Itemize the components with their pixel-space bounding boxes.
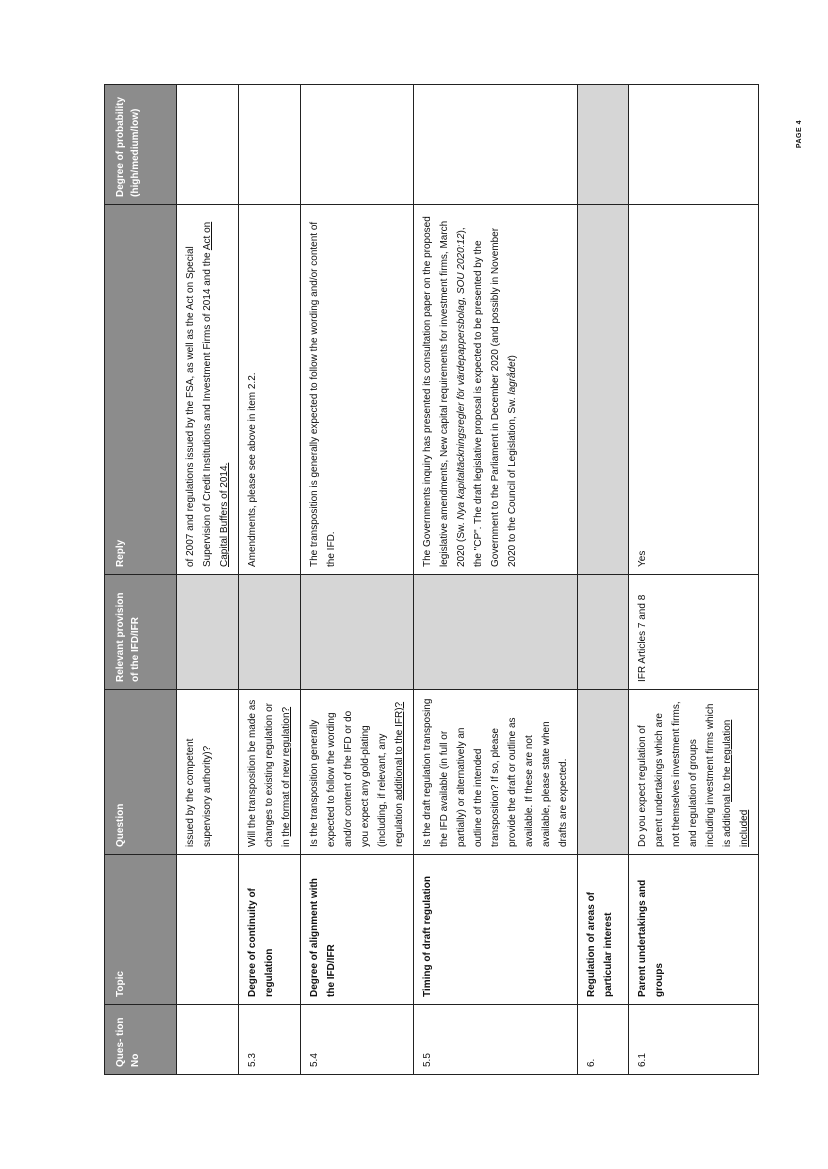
cell-reply — [578, 205, 629, 575]
reply-italic-text: lagrådet — [507, 358, 518, 395]
cell-probability — [301, 85, 414, 205]
header-question: Question — [105, 690, 177, 855]
table-row — [177, 85, 239, 1075]
cell-topic: Degree of alignment with the IFD/IFR — [301, 855, 414, 1005]
rotated-table-page — [104, 85, 828, 1075]
cell-topic: Timing of draft regulation — [414, 855, 578, 1005]
cell-probability — [177, 85, 239, 205]
question-text: Do you expect regulation of parent undertakings which are not themselves investment firms, and regulation of groups including investment firms which is addition — [637, 701, 733, 847]
cell-topic: Parent undertakings and groups — [629, 855, 759, 1005]
question-underlined-text: additional to the IFR)? — [394, 701, 405, 801]
cell-provision — [578, 575, 629, 690]
cell-question: Is the draft regulation transposing the IFD available (in full or partially) or alternatively an outline of the intended transposition? If so, please provide the draft or outline as available. If these are not available, please state when drafts are expected. — [414, 690, 578, 855]
cell-no: 6.1 — [629, 1005, 759, 1075]
cell-provision — [301, 575, 414, 690]
header-reply: Reply — [105, 205, 177, 575]
cell-no: 5.4 — [301, 1005, 414, 1075]
header-topic: Topic — [105, 855, 177, 1005]
reply-text: ), the "CP". The draft legislative proposal is expected to be presented by the Government to the Parliament in December 2020 (and possibly in November 2020 to the Council of Legislation, Sw. — [456, 227, 518, 567]
header-question-no: Ques- tion No — [105, 1005, 177, 1075]
cell-reply: Amendments, please see above in item 2.2. — [239, 205, 301, 575]
cell-topic: Regulation of areas of particular interest — [578, 855, 629, 1005]
cell-provision: IFR Articles 7 and 8 — [629, 575, 759, 690]
cell-reply: Yes — [629, 205, 759, 575]
question-text: Will the transposition be made as changes to existing regulation or in — [247, 699, 292, 847]
table-header-row — [105, 85, 177, 1075]
cell-provision — [414, 575, 578, 690]
cell-no — [177, 1005, 239, 1075]
reply-italic-text: Nya kapitaltäckningsregler för värdepappersbolag, SOU 2020:12 — [456, 233, 467, 520]
cell-topic — [177, 855, 239, 1005]
table-row — [239, 85, 301, 1075]
cell-no: 6. — [578, 1005, 629, 1075]
cell-question — [578, 690, 629, 855]
cell-reply — [414, 205, 578, 575]
cell-no: 5.3 — [239, 1005, 301, 1075]
cell-no: 5.5 — [414, 1005, 578, 1075]
cell-reply — [177, 205, 239, 575]
cell-question: issued by the competent supervisory authority)? — [177, 690, 239, 855]
table-row — [414, 85, 578, 1075]
cell-probability — [239, 85, 301, 205]
cell-provision — [177, 575, 239, 690]
cell-reply: The transposition is generally expected to follow the wording and/or content of the IFD. — [301, 205, 414, 575]
reply-text: ) — [507, 355, 518, 359]
reply-text: The Governments inquiry has presented its consultation paper on the proposed legislative amendments, New capital requirements for investment firms, March 2020 (Sw. — [422, 216, 467, 567]
cell-question — [629, 690, 759, 855]
cell-question — [301, 690, 414, 855]
cell-probability — [414, 85, 578, 205]
question-text: Is the transposition generally expected to follow the wording and/or content of the IFD or do you expect any gold-plating (including, if relevant, any regulation — [309, 710, 405, 847]
page-number: PAGE 4 — [796, 120, 803, 149]
table-row — [578, 85, 629, 1075]
question-underlined-text: al to the regulation included — [722, 719, 750, 847]
cell-provision — [239, 575, 301, 690]
reply-underlined-text: Act on Capital Buffers of 2014. — [202, 221, 230, 567]
header-provision: Relevant provision of the IFD/IFR — [105, 575, 177, 690]
table-row — [629, 85, 759, 1075]
cell-probability — [578, 85, 629, 205]
header-probability: Degree of probability (high/medium/low) — [105, 85, 177, 205]
cell-question — [239, 690, 301, 855]
question-underlined-text: the format of new regulation? — [281, 706, 292, 837]
cell-probability — [629, 85, 759, 205]
ifd-ifr-questionnaire-table — [104, 84, 759, 1075]
table-row — [301, 85, 414, 1075]
cell-topic: Degree of continuity of regulation — [239, 855, 301, 1005]
reply-text: of 2007 and regulations issued by the FSA, as well as the Act on Special Supervision of Credit Institutions and Investment Firms of 2014 and the — [185, 246, 213, 567]
